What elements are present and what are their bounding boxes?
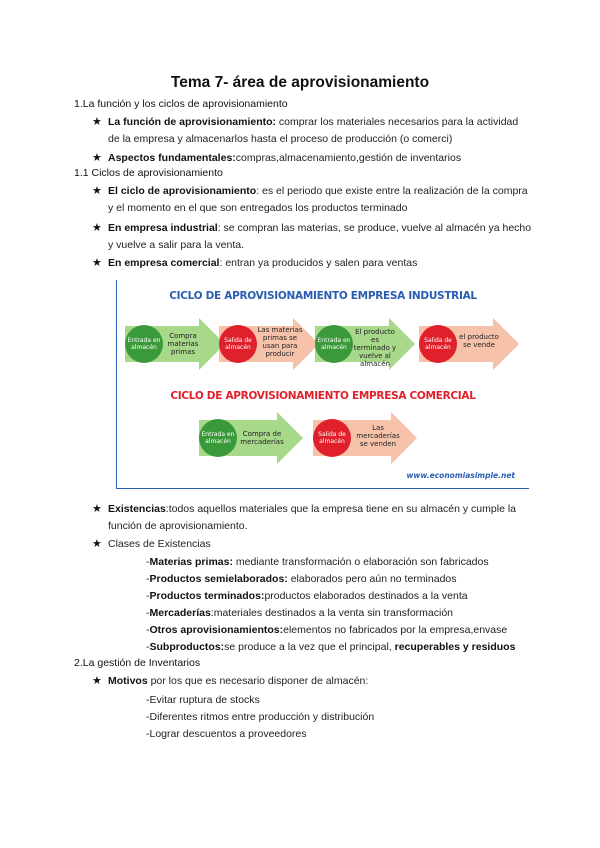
bullet-motivos	[92, 673, 532, 690]
bullet-industrial	[92, 220, 532, 254]
bullet-clases	[92, 536, 532, 553]
bullet-ciclo	[92, 183, 532, 217]
star-bullet-icon: ★	[92, 257, 102, 269]
bullet-text: : entran ya producidos y salen para ventas	[219, 257, 418, 269]
clase-item: -Otros aprovisionamientos:elementos no fabricados por la empresa,envase	[146, 624, 508, 636]
bullet-comercial	[92, 255, 532, 272]
step-arrow	[419, 318, 519, 370]
motivo-item: -Lograr descuentos a proveedores	[146, 728, 307, 740]
star-bullet-icon: ★	[92, 116, 102, 128]
page-title: Tema 7- área de aprovisionamiento	[170, 74, 430, 91]
step-arrow	[315, 318, 415, 370]
star-bullet-icon: ★	[92, 185, 102, 197]
bullet-label: El ciclo de aprovisionamiento	[108, 185, 257, 197]
bullet-text: Clases de Existencias	[108, 538, 211, 550]
bullet-text: : se compran las materias, se produce, vuelve al almacén ya hecho y vuelve a salir para la venta.	[108, 222, 532, 251]
clase-item: -Materias primas: mediante transformación o elaboración son fabricados	[146, 556, 489, 568]
clase-item: -Productos semielaborados: elaborados pero aún no terminados	[146, 573, 457, 585]
step-circle: Entrada en almacén	[125, 325, 163, 363]
step-arrow	[199, 412, 303, 464]
star-bullet-icon: ★	[92, 538, 102, 550]
bullet-text: por los que es necesario disponer de almacén:	[147, 675, 369, 687]
step-text: Las materias primas se usan para producir	[257, 326, 303, 358]
bullet-aspectos	[92, 150, 532, 167]
step-text: Compra de mercaderías	[240, 430, 284, 446]
diagram-title-industrial: CICLO DE APROVISIONAMIENTO EMPRESA INDUSTRIAL	[169, 290, 477, 302]
step-circle: Entrada en almacén	[199, 419, 237, 457]
diagram-source-url: www.economiasimple.net	[406, 471, 515, 480]
bullet-label: Motivos	[108, 675, 148, 687]
clase-item: -Mercaderías:materiales destinados a la venta sin transformación	[146, 607, 454, 619]
section-heading-2: 2.La gestión de Inventarios	[74, 657, 201, 669]
star-bullet-icon: ★	[92, 152, 102, 164]
motivo-item: -Diferentes ritmos entre producción y distribución	[146, 711, 375, 723]
star-bullet-icon: ★	[92, 675, 102, 687]
clase-item: -Productos terminados:productos elaborados destinados a la venta	[146, 590, 468, 602]
step-text: el producto se vende	[459, 333, 499, 349]
aprovisionamiento-diagram	[116, 280, 529, 489]
bullet-label: En empresa comercial	[108, 257, 220, 269]
bullet-text: compras,almacenamiento,gestión de inventarios	[235, 152, 462, 164]
bullet-funcion	[92, 114, 532, 148]
bullet-text: :todos aquellos materiales que la empresa tiene en su almacén y cumple la función de aprovisionamiento.	[108, 503, 516, 532]
star-bullet-icon: ★	[92, 222, 102, 234]
step-text: El producto es terminado y vuelve al almacén	[353, 328, 397, 368]
bullet-label: La función de aprovisionamiento:	[108, 116, 277, 128]
section-heading-1: 1.La función y los ciclos de aprovisionamiento	[74, 98, 288, 110]
section-heading-1-1: 1.1 Ciclos de aprovisionamiento	[74, 167, 223, 179]
step-text: Las mercaderías se venden	[356, 424, 400, 448]
step-text: Compra materias primas	[167, 332, 199, 356]
diagram-title-comercial: CICLO DE APROVISIONAMIENTO EMPRESA COMERCIAL	[170, 390, 476, 402]
step-arrow	[125, 318, 225, 370]
bullet-text: comprar los materiales necesarios para la actividad de la empresa y almacenarlos hasta el proceso de producción (o comerci)	[108, 116, 519, 145]
step-circle: Salida de almacén	[313, 419, 351, 457]
bullet-existencias	[92, 501, 532, 535]
bullet-label: Existencias	[108, 503, 166, 515]
bullet-label: Aspectos fundamentales:	[108, 152, 236, 164]
bullet-text: : es el periodo que existe entre la realización de la compra y el momento en el que son entregados los productos terminado	[108, 185, 528, 214]
bullet-label: En empresa industrial	[108, 222, 218, 234]
step-arrow	[313, 412, 417, 464]
step-arrow	[219, 318, 319, 370]
motivo-item: -Evitar ruptura de stocks	[146, 694, 260, 706]
step-circle: Salida de almacén	[419, 325, 457, 363]
step-circle: Entrada en almacén	[315, 325, 353, 363]
star-bullet-icon: ★	[92, 503, 102, 515]
clase-item: -Subproductos:se produce a la vez que el principal, recuperables y residuos	[146, 641, 516, 653]
step-circle: Salida de almacén	[219, 325, 257, 363]
